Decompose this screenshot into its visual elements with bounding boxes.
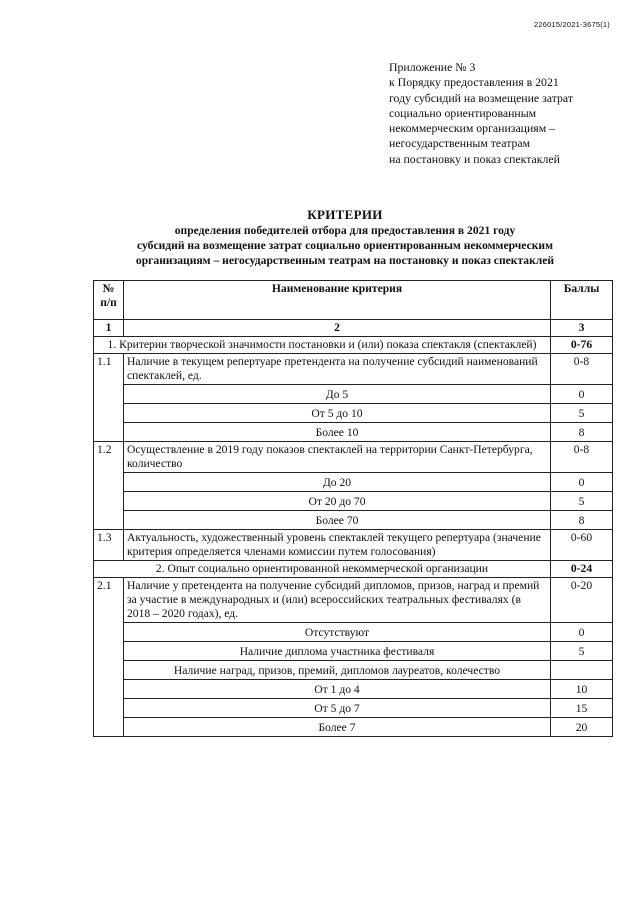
option-label: От 20 до 70: [124, 492, 551, 511]
criterion-score: 0-8: [551, 354, 613, 385]
section-score: 0-76: [551, 337, 613, 354]
criterion-text: Наличие у претендента на получение субсидий дипломов, призов, наград и премий за участие в международных и (или) всероссийских театральных фестивалях (в 2018 – 2020 годах), ед.: [124, 578, 551, 623]
section-score: 0-24: [551, 561, 613, 578]
section-row: [94, 561, 613, 578]
table-header-row: [94, 281, 613, 320]
option-label: Более 70: [124, 511, 551, 530]
column-number: 3: [551, 320, 613, 337]
column-number: 2: [124, 320, 551, 337]
document-id: 226015/2021-3675(1): [534, 20, 610, 29]
option-score: 8: [551, 511, 613, 530]
header-num: № п/п: [94, 281, 124, 320]
option-label: До 5: [124, 385, 551, 404]
criterion-text: Актуальность, художественный уровень спектаклей текущего репертуара (значение критерия определяется членами комиссии путем голосования): [124, 530, 551, 561]
option-label: Отсутствуют: [124, 623, 551, 642]
option-group-label: Наличие наград, призов, премий, дипломов лауреатов, колечество: [124, 661, 551, 680]
header-name: Наименование критерия: [124, 281, 551, 320]
column-numbers-row: [94, 320, 613, 337]
table-row: [94, 442, 613, 473]
section-row: [94, 337, 613, 354]
criterion-number: 1.1: [94, 354, 124, 442]
option-score-empty: [551, 661, 613, 680]
table-row: [94, 423, 613, 442]
appendix-line: негосударственным театрам: [389, 136, 531, 151]
heading-line: субсидий на возмещение затрат социально ориентированным некоммерческим: [137, 239, 553, 252]
document-heading: [60, 207, 630, 268]
criterion-score: 0-8: [551, 442, 613, 473]
option-score: 5: [551, 642, 613, 661]
option-label: Более 7: [124, 718, 551, 737]
table-row: [94, 530, 613, 561]
table-row: [94, 473, 613, 492]
criterion-score: 0-60: [551, 530, 613, 561]
option-label: От 5 до 10: [124, 404, 551, 423]
page-title: КРИТЕРИИ: [307, 207, 383, 222]
option-score: 0: [551, 385, 613, 404]
option-score: 5: [551, 404, 613, 423]
option-score: 8: [551, 423, 613, 442]
criterion-text: Наличие в текущем репертуаре претендента на получение субсидий наименований спектаклей, ед.: [124, 354, 551, 385]
appendix-line: году субсидий на возмещение затрат: [389, 90, 573, 105]
table-row: [94, 578, 613, 623]
criteria-table: [93, 280, 613, 737]
appendix-line: к Порядку предоставления в 2021: [389, 75, 559, 90]
table-row: [94, 354, 613, 385]
table-row: [94, 718, 613, 737]
appendix-line: Приложение № 3: [389, 60, 476, 74]
table-row: [94, 404, 613, 423]
column-number: 1: [94, 320, 124, 337]
option-score: 5: [551, 492, 613, 511]
option-label: Более 10: [124, 423, 551, 442]
table-row: [94, 680, 613, 699]
option-label: Наличие диплома участника фестиваля: [124, 642, 551, 661]
appendix-line: социально ориентированным: [389, 105, 537, 120]
option-label: До 20: [124, 473, 551, 492]
table-row: [94, 492, 613, 511]
option-label: От 5 до 7: [124, 699, 551, 718]
option-score: 0: [551, 623, 613, 642]
option-score: 15: [551, 699, 613, 718]
criterion-number: 1.3: [94, 530, 124, 561]
criterion-score: 0-20: [551, 578, 613, 623]
table-row: [94, 385, 613, 404]
criterion-text: Осуществление в 2019 году показов спектаклей на территории Санкт-Петербурга, количество: [124, 442, 551, 473]
heading-line: организациям – негосударственным театрам на постановку и показ спектаклей: [135, 254, 555, 267]
heading-line: определения победителей отбора для предоставления в 2021 году: [174, 224, 516, 237]
option-score: 10: [551, 680, 613, 699]
header-score: Баллы: [551, 281, 613, 320]
table-row: [94, 642, 613, 661]
option-score: 0: [551, 473, 613, 492]
appendix-line: на постановку и показ спектаклей: [389, 151, 560, 166]
table-row: [94, 623, 613, 642]
option-label: От 1 до 4: [124, 680, 551, 699]
option-score: 20: [551, 718, 613, 737]
appendix-line: некоммерческим организациям –: [389, 121, 556, 136]
criterion-number: 2.1: [94, 578, 124, 737]
table-row: [94, 699, 613, 718]
table-row: [94, 661, 613, 680]
section-title: 1. Критерии творческой значимости постановки и (или) показа спектакля (спектаклей): [94, 337, 551, 354]
appendix-note: [389, 60, 619, 167]
section-title: 2. Опыт социально ориентированной некоммерческой организации: [94, 561, 551, 578]
table-row: [94, 511, 613, 530]
criterion-number: 1.2: [94, 442, 124, 530]
